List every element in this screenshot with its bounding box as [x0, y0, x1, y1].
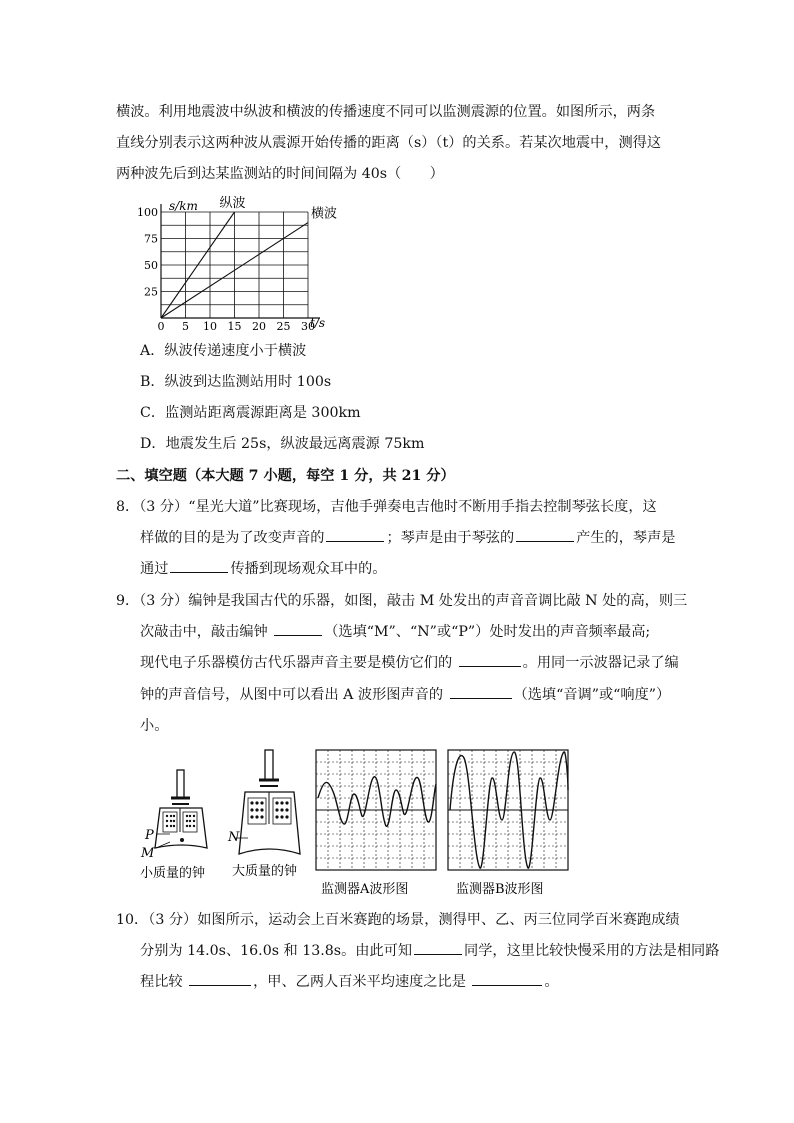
q9-text-2a: 次敲击中，敲击编钟 [140, 624, 273, 640]
x-tick-label: 10 [203, 320, 217, 333]
y-tick-label: 25 [144, 285, 158, 299]
q7-option-d: D．地震发生后 25s，纵波最远离震源 75km [140, 436, 425, 452]
x-tick-label: 5 [182, 320, 189, 333]
series-label-longitudinal: 纵波 [219, 196, 246, 211]
q10-blank-2[interactable] [189, 971, 251, 986]
wave-distance-chart [136, 193, 346, 336]
label-p: P [145, 828, 154, 843]
large-bell-icon [236, 750, 300, 854]
q9-line-2 [140, 621, 710, 643]
oscilloscope-b-screen [448, 750, 568, 870]
q9-text-3a: 现代电子乐器模仿古代乐器声音主要是模仿它们的 [140, 655, 457, 671]
q10-text-2b: 同学，这里比较快慢采用的方法是相同路 [464, 943, 720, 959]
q10-blank-1[interactable] [414, 940, 462, 955]
small-bell-icon [155, 770, 207, 848]
q9-text-3b: 。用同一示波器记录了编 [522, 655, 679, 671]
section-2-title: 二、填空题（本大题 7 小题，每空 1 分，共 21 分） [116, 468, 455, 484]
q9-text-4b: （选填“音调”或“响度”） [513, 687, 671, 703]
chart-grid [161, 212, 308, 318]
q8-text-3a: 通过 [140, 561, 169, 577]
q7-line-1: 横波。利用地震波中纵波和横波的传播速度不同可以监测震源的位置。如图所示，两条 [116, 104, 656, 120]
label-m: M [141, 846, 155, 861]
q8-blank-3[interactable] [170, 558, 228, 573]
small-bell-caption: 小质量的钟 [140, 866, 206, 881]
bell-wave-figure [136, 746, 576, 900]
q10-text-3b: ，甲、乙两人百米平均速度之比是 [253, 974, 471, 990]
q10-line-2 [140, 940, 720, 962]
x-tick-label: 30 [301, 320, 315, 333]
chart-axes [161, 204, 320, 318]
q10-text-2a: 分别为 14.0s、16.0s 和 13.8s。由此可知 [140, 943, 413, 959]
q8-blank-1[interactable] [326, 527, 384, 542]
q9-line-4 [140, 684, 710, 706]
x-tick-label: 25 [276, 320, 291, 333]
q10-line-3 [140, 971, 710, 993]
q8-text-2b: ；琴声是由于琴弦的 [386, 530, 515, 546]
q7-line-3: 两种波先后到达某监测站的时间间隔为 40s（ ） [116, 166, 444, 182]
x-axis-label: t/s [310, 316, 326, 330]
x-tick-label: 15 [227, 320, 242, 333]
large-bell-caption: 大质量的钟 [232, 864, 298, 879]
q8-text-2a: 样做的目的是为了改变声音的 [140, 530, 325, 546]
y-tick-label: 100 [137, 206, 158, 219]
q7-line-2: 直线分别表示这两种波从震源开始传播的距离（s）（t）的关系。若某次地震中，测得这 [116, 135, 662, 151]
q9-line-3 [140, 652, 710, 674]
q9-blank-2[interactable] [459, 652, 521, 667]
x-tick-label: 0 [157, 320, 165, 333]
q9-line-1: 9．（3 分）编钟是我国古代的乐器，如图，敲击 M 处发出的声音音调比敲 N 处的高，则三 [116, 593, 688, 609]
q8-text-3b: 传播到现场观众耳中的。 [230, 561, 387, 577]
q9-text-2b: （选填“M”、“N”或“P”）处时发出的声音频率最高; [324, 624, 651, 640]
q8-text-2c: 产生的，琴声是 [576, 530, 676, 546]
q10-text-3c: 。 [544, 974, 559, 990]
q9-text-4a: 钟的声音信号，从图中可以看出 A 波形图声音的 [140, 687, 448, 703]
q10-line-1: 10．（3 分）如图所示，运动会上百米赛跑的场景，测得甲、乙、丙三位同学百米赛跑成绩 [116, 912, 680, 928]
q8-blank-2[interactable] [516, 527, 574, 542]
y-tick-label: 75 [144, 232, 158, 246]
q9-line-5: 小。 [140, 718, 169, 734]
x-tick-label: 20 [252, 320, 266, 333]
y-axis-label: s/km [169, 199, 198, 213]
q8-line-1: 8．（3 分）“星光大道”比赛现场，吉他手弹奏电吉他时不断用手指去控制琴弦长度，这 [116, 499, 657, 515]
q10-blank-3[interactable] [472, 971, 542, 986]
q7-option-c: C．监测站距离震源距离是 300km [140, 405, 361, 421]
wave-b-caption: 监测器B波形图 [456, 882, 544, 897]
q8-line-2 [140, 527, 710, 549]
q7-option-b: B．纵波到达监测站用时 100s [140, 374, 332, 390]
y-tick-label: 50 [144, 259, 158, 272]
label-n: N [228, 830, 240, 845]
wave-a-caption: 监测器A波形图 [321, 882, 409, 897]
q10-text-3a: 程比较 [140, 974, 188, 990]
q8-line-3 [140, 558, 710, 580]
q9-blank-3[interactable] [450, 684, 512, 699]
oscilloscope-a-screen [316, 750, 436, 870]
series-label-transverse: 横波 [311, 206, 338, 222]
q7-option-a: A．纵波传递速度小于横波 [140, 343, 307, 359]
q9-blank-1[interactable] [274, 621, 322, 636]
